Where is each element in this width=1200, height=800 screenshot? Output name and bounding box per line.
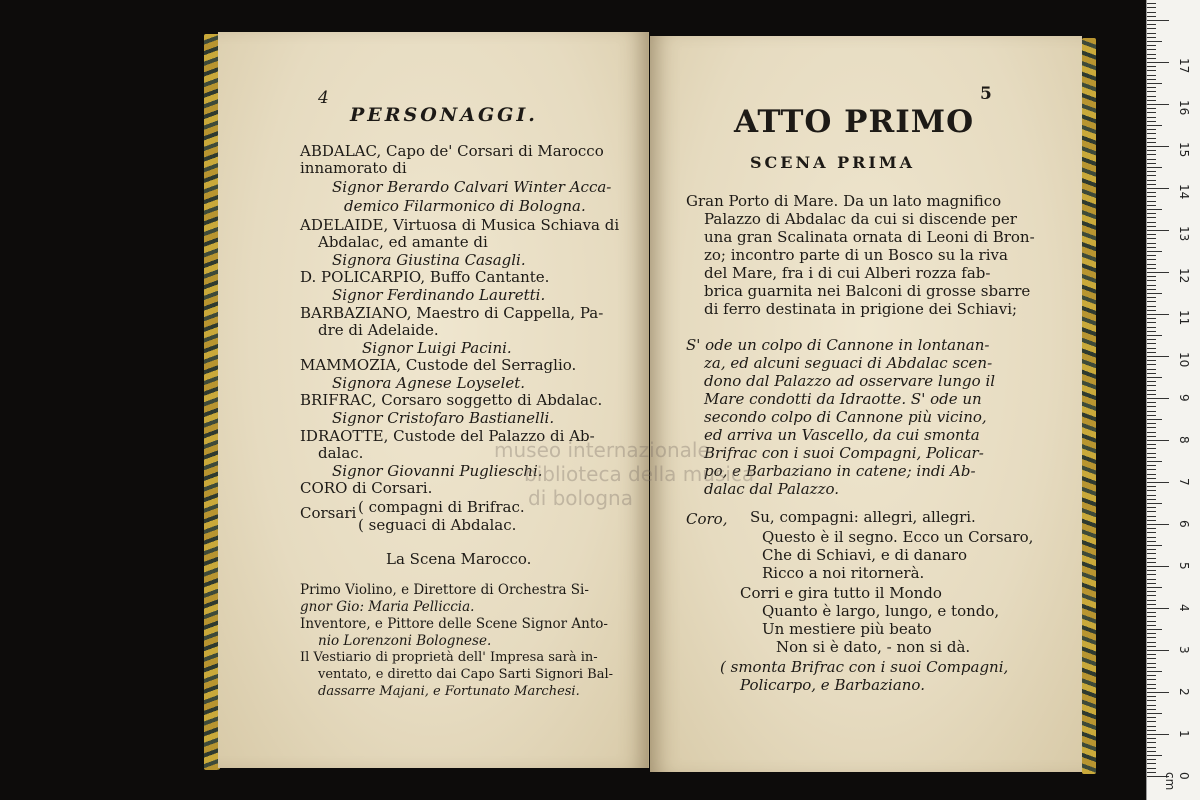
text-line: gnor Gio: Maria Pelliccia. <box>300 599 475 615</box>
ruler-tick <box>1147 184 1156 185</box>
ruler-label: 14 <box>1177 184 1191 200</box>
ruler-tick <box>1147 264 1156 265</box>
ruler-tick <box>1147 180 1156 181</box>
ruler-tick <box>1147 163 1156 164</box>
ruler-tick <box>1147 642 1156 643</box>
watermark-line: museo internazionale <box>494 438 710 462</box>
ruler-tick <box>1147 499 1156 500</box>
ruler-label: 10 <box>1177 352 1191 368</box>
ruler-tick <box>1147 440 1169 441</box>
text-line: Signor Luigi Pacini. <box>362 339 512 357</box>
ruler-tick <box>1147 646 1156 647</box>
ruler-tick <box>1147 159 1156 160</box>
text-line: BARBAZIANO, Maestro di Cappella, Pa- <box>300 304 604 322</box>
ruler-tick <box>1147 579 1156 580</box>
page-number: 4 <box>318 88 329 108</box>
ruler-tick <box>1147 255 1156 256</box>
ruler-tick <box>1147 238 1156 239</box>
ruler-label: 3 <box>1177 646 1191 654</box>
ruler-tick <box>1147 415 1156 416</box>
ruler-tick <box>1147 558 1156 559</box>
text-line: ventato, e diretto dai Capo Sarti Signori Bal- <box>318 667 613 682</box>
ruler-tick <box>1147 730 1156 731</box>
ruler-tick <box>1147 444 1156 445</box>
ruler-tick <box>1147 133 1156 134</box>
ruler-tick <box>1147 726 1156 727</box>
ruler-tick <box>1147 700 1156 701</box>
ruler-tick <box>1147 310 1156 311</box>
page-number: 5 <box>980 84 992 104</box>
ruler-tick <box>1147 453 1156 454</box>
ruler-tick <box>1147 121 1156 122</box>
ruler-tick <box>1147 75 1156 76</box>
text-line: ABDALAC, Capo de' Corsari di Marocco <box>300 142 604 160</box>
text-line: ADELAIDE, Virtuosa di Musica Schiava di <box>300 216 620 234</box>
text-line: Un mestiere più beato <box>762 620 932 638</box>
ruler-tick <box>1147 142 1156 143</box>
ruler-tick <box>1147 625 1156 626</box>
ruler-tick <box>1147 314 1169 315</box>
ruler-tick <box>1147 205 1156 206</box>
ruler-tick <box>1147 587 1162 588</box>
ruler-tick <box>1147 327 1156 328</box>
ruler-tick <box>1147 117 1156 118</box>
ruler-tick <box>1147 293 1162 294</box>
ruler-tick <box>1147 104 1169 105</box>
ruler-tick <box>1147 369 1156 370</box>
ruler-tick <box>1147 348 1156 349</box>
ruler-tick <box>1147 524 1169 525</box>
ruler-tick <box>1147 62 1169 63</box>
ruler-tick <box>1147 20 1169 21</box>
ruler-tick <box>1147 671 1162 672</box>
ruler-tick <box>1147 289 1156 290</box>
ruler-tick <box>1147 108 1156 109</box>
ruler-tick <box>1147 272 1169 273</box>
ruler-tick <box>1147 633 1156 634</box>
ruler-tick <box>1147 268 1156 269</box>
text-line: una gran Scalinata ornata di Leoni di Bron- <box>704 228 1035 246</box>
left-page <box>218 32 649 768</box>
text-line: CORO di Corsari. <box>300 479 433 497</box>
ruler-tick <box>1147 188 1169 189</box>
ruler-tick <box>1147 520 1156 521</box>
text-line: Che di Schiavi, e di danaro <box>762 546 967 564</box>
ruler-tick <box>1147 516 1156 517</box>
ruler-label: 9 <box>1177 394 1191 402</box>
ruler-tick <box>1147 612 1156 613</box>
ruler-tick <box>1147 411 1156 412</box>
text-line: IDRAOTTE, Custode del Palazzo di Ab- <box>300 427 595 445</box>
ruler-tick <box>1147 734 1169 735</box>
ruler-tick <box>1147 16 1156 17</box>
ruler-tick <box>1147 465 1156 466</box>
ruler-tick <box>1147 297 1156 298</box>
ruler-tick <box>1147 259 1156 260</box>
text-line: nio Lorenzoni Bolognese. <box>318 633 492 649</box>
text-line: Palazzo di Abdalac da cui si discende per <box>704 210 1017 228</box>
text-line: brica guarnita nei Balconi di grosse sbarre <box>704 282 1031 300</box>
ruler-tick <box>1147 738 1156 739</box>
text-line: Questo è il segno. Ecco un Corsaro, <box>762 528 1034 546</box>
text-line: Brifrac con i suoi Compagni, Policar- <box>704 444 984 462</box>
ruler-tick <box>1147 482 1169 483</box>
marbled-cover-right <box>1082 38 1096 774</box>
text-line: dalac dal Palazzo. <box>704 480 840 498</box>
ruler-label: 13 <box>1177 226 1191 242</box>
ruler-tick <box>1147 175 1156 176</box>
ruler-label: 17 <box>1177 58 1191 74</box>
ruler-tick <box>1147 461 1162 462</box>
ruler-tick <box>1147 772 1156 773</box>
ruler-label: 2 <box>1177 688 1191 696</box>
ruler-tick <box>1147 339 1156 340</box>
ruler-tick <box>1147 684 1156 685</box>
ruler-tick <box>1147 432 1156 433</box>
ruler-tick <box>1147 537 1156 538</box>
text-line: Gran Porto di Mare. Da un lato magnifico <box>686 192 1002 210</box>
ruler-tick <box>1147 490 1156 491</box>
ruler-tick <box>1147 528 1156 529</box>
ruler-tick <box>1147 469 1156 470</box>
ruler-tick <box>1147 352 1156 353</box>
ruler-tick <box>1147 377 1162 378</box>
speaker-label: Coro, <box>686 510 728 528</box>
ruler-tick <box>1147 675 1156 676</box>
ruler-tick <box>1147 129 1156 130</box>
ruler-tick <box>1147 398 1169 399</box>
text-line: demico Filarmonico di Bologna. <box>344 197 586 215</box>
ruler-tick <box>1147 318 1156 319</box>
text-line: Signora Agnese Loyselet. <box>332 374 526 392</box>
ruler-tick <box>1147 608 1169 609</box>
ruler-tick <box>1147 566 1169 567</box>
measurement-ruler <box>1146 0 1200 800</box>
text-line: Corri e gira tutto il Mondo <box>740 584 942 602</box>
ruler-label: 0 cm <box>1163 772 1191 791</box>
ruler-tick <box>1147 138 1156 139</box>
ruler-tick <box>1147 192 1156 193</box>
ruler-tick <box>1147 663 1156 664</box>
text-line: ( compagni di Brifrac. <box>358 498 525 516</box>
ruler-tick <box>1147 79 1156 80</box>
ruler-tick <box>1147 33 1156 34</box>
text-line: Corsari <box>300 504 357 522</box>
ruler-tick <box>1147 637 1156 638</box>
ruler-tick <box>1147 448 1156 449</box>
text-line: secondo colpo di Cannone più vicino, <box>704 408 987 426</box>
ruler-tick <box>1147 406 1156 407</box>
open-book <box>204 30 1096 774</box>
ruler-tick <box>1147 12 1156 13</box>
ruler-tick <box>1147 562 1156 563</box>
text-line: Inventore, e Pittore delle Scene Signor Anto- <box>300 616 608 632</box>
text-line: dalac. <box>318 444 364 462</box>
ruler-tick <box>1147 532 1156 533</box>
ruler-tick <box>1147 667 1156 668</box>
ruler-tick <box>1147 45 1156 46</box>
ruler-tick <box>1147 385 1156 386</box>
ruler-tick <box>1147 100 1156 101</box>
text-line: ( smonta Brifrac con i suoi Compagni, <box>720 658 1009 676</box>
text-line: S' ode un colpo di Cannone in lontanan- <box>686 336 990 354</box>
text-line: di ferro destinata in prigione dei Schiavi; <box>704 300 1018 318</box>
ruler-tick <box>1147 66 1156 67</box>
ruler-label: 12 <box>1177 268 1191 284</box>
text-line: La Scena Marocco. <box>386 550 532 568</box>
ruler-tick <box>1147 209 1162 210</box>
act-title: ATTO PRIMO <box>734 104 975 140</box>
ruler-tick <box>1147 37 1156 38</box>
ruler-tick <box>1147 226 1156 227</box>
ruler-tick <box>1147 759 1156 760</box>
ruler-tick <box>1147 474 1156 475</box>
ruler-tick <box>1147 150 1156 151</box>
ruler-tick <box>1147 705 1156 706</box>
text-line: za, ed alcuni seguaci di Abdalac scen- <box>704 354 993 372</box>
ruler-tick <box>1147 58 1156 59</box>
ruler-tick <box>1147 394 1156 395</box>
ruler-tick <box>1147 679 1156 680</box>
ruler-tick <box>1147 511 1156 512</box>
ruler-tick <box>1147 600 1156 601</box>
ruler-tick <box>1147 713 1162 714</box>
ruler-tick <box>1147 373 1156 374</box>
ruler-tick <box>1147 213 1156 214</box>
ruler-tick <box>1147 54 1156 55</box>
text-line: ed arriva un Vascello, da cui smonta <box>704 426 980 444</box>
ruler-label: 5 <box>1177 562 1191 570</box>
ruler-tick <box>1147 616 1156 617</box>
ruler-tick <box>1147 24 1156 25</box>
text-line: BRIFRAC, Corsaro soggetto di Abdalac. <box>300 391 603 409</box>
text-line: Signor Ferdinando Lauretti. <box>332 286 546 304</box>
ruler-tick <box>1147 234 1156 235</box>
ruler-tick <box>1147 41 1162 42</box>
text-line: dassarre Majani, e Fortunato Marchesi. <box>318 684 580 699</box>
ruler-tick <box>1147 763 1156 764</box>
ruler-tick <box>1147 574 1156 575</box>
ruler-tick <box>1147 545 1162 546</box>
ruler-tick <box>1147 721 1156 722</box>
ruler-tick <box>1147 83 1162 84</box>
ruler-tick <box>1147 507 1156 508</box>
ruler-tick <box>1147 201 1156 202</box>
ruler-tick <box>1147 154 1156 155</box>
ruler-tick <box>1147 171 1156 172</box>
text-line: zo; incontro parte di un Bosco su la riva <box>704 246 1008 264</box>
ruler-tick <box>1147 553 1156 554</box>
ruler-label: 16 <box>1177 100 1191 116</box>
ruler-tick <box>1147 251 1162 252</box>
text-line: del Mare, fra i di cui Alberi rozza fab- <box>704 264 991 282</box>
ruler-label: 15 <box>1177 142 1191 158</box>
ruler-tick <box>1147 747 1156 748</box>
ruler-tick <box>1147 591 1156 592</box>
ruler-tick <box>1147 91 1156 92</box>
ruler-tick <box>1147 402 1156 403</box>
text-line: Signor Cristofaro Bastianelli. <box>332 409 555 427</box>
ruler-tick <box>1147 360 1156 361</box>
text-line: Il Vestiario di proprietà dell' Impresa sarà in- <box>300 650 598 665</box>
ruler-tick <box>1147 230 1169 231</box>
ruler-tick <box>1147 549 1156 550</box>
ruler-tick <box>1147 196 1156 197</box>
ruler-label: 4 <box>1177 604 1191 612</box>
text-line: Quanto è largo, lungo, e tondo, <box>762 602 1000 620</box>
scene-title: SCENA PRIMA <box>750 153 916 172</box>
ruler-tick <box>1147 742 1156 743</box>
ruler-tick <box>1147 541 1156 542</box>
ruler-tick <box>1147 751 1156 752</box>
ruler-tick <box>1147 692 1169 693</box>
watermark-line: di bologna <box>528 486 633 510</box>
ruler-tick <box>1147 301 1156 302</box>
ruler-tick <box>1147 356 1169 357</box>
ruler-tick <box>1147 125 1162 126</box>
ruler-tick <box>1147 457 1156 458</box>
ruler-tick <box>1147 427 1156 428</box>
ruler-tick <box>1147 595 1156 596</box>
right-page <box>650 36 1082 772</box>
ruler-tick <box>1147 112 1156 113</box>
ruler-tick <box>1147 768 1156 769</box>
ruler-tick <box>1147 280 1156 281</box>
text-line: dre di Adelaide. <box>318 321 439 339</box>
ruler-label: 8 <box>1177 436 1191 444</box>
library-watermark <box>454 438 754 510</box>
ruler-tick <box>1147 335 1162 336</box>
ruler-tick <box>1147 688 1156 689</box>
text-line: ( seguaci di Abdalac. <box>358 516 517 534</box>
ruler-tick <box>1147 390 1156 391</box>
ruler-tick <box>1147 436 1156 437</box>
ruler-tick <box>1147 7 1156 8</box>
ruler-tick <box>1147 604 1156 605</box>
ruler-tick <box>1147 650 1169 651</box>
ruler-tick <box>1147 709 1156 710</box>
ruler-tick <box>1147 696 1156 697</box>
ruler-tick <box>1147 570 1156 571</box>
ruler-tick <box>1147 28 1156 29</box>
text-line: Non si è dato, - non si dà. <box>776 638 971 656</box>
ruler-tick <box>1147 343 1156 344</box>
ruler-tick <box>1147 70 1156 71</box>
ruler-tick <box>1147 381 1156 382</box>
ruler-tick <box>1147 621 1156 622</box>
ruler-tick <box>1147 285 1156 286</box>
ruler-tick <box>1147 49 1156 50</box>
ruler-tick <box>1147 583 1156 584</box>
ruler-tick <box>1147 478 1156 479</box>
watermark-line: biblioteca della musica <box>524 462 755 486</box>
ruler-tick <box>1147 243 1156 244</box>
ruler-tick <box>1147 87 1156 88</box>
text-line: D. POLICARPIO, Buffo Cantante. <box>300 268 550 286</box>
ruler-tick <box>1147 96 1156 97</box>
ruler-tick <box>1147 503 1162 504</box>
ruler-tick <box>1147 322 1156 323</box>
ruler-tick <box>1147 306 1156 307</box>
ruler-tick <box>1147 222 1156 223</box>
text-line: dono dal Palazzo ad osservare lungo il <box>704 372 996 390</box>
ruler-tick <box>1147 276 1156 277</box>
ruler-tick <box>1147 629 1162 630</box>
ruler-tick <box>1147 419 1162 420</box>
ruler-label: 11 <box>1177 310 1191 326</box>
ruler-tick <box>1147 331 1156 332</box>
ruler-tick <box>1147 364 1156 365</box>
ruler-tick <box>1147 146 1169 147</box>
ruler-label: 1 <box>1177 730 1191 738</box>
text-line: innamorato di <box>300 159 407 177</box>
ruler-tick <box>1147 755 1162 756</box>
ruler-tick <box>1147 3 1156 4</box>
ruler-tick <box>1147 495 1156 496</box>
ruler-tick <box>1147 167 1162 168</box>
ruler-tick <box>1147 423 1156 424</box>
text-line: Ricco a noi ritornerà. <box>762 564 925 582</box>
ruler-label: 7 <box>1177 478 1191 486</box>
text-line: Signora Giustina Casagli. <box>332 251 526 269</box>
text-line: MAMMOZIA, Custode del Serraglio. <box>300 356 577 374</box>
text-line: Primo Violino, e Direttore di Orchestra Si- <box>300 582 589 598</box>
ruler-tick <box>1147 247 1156 248</box>
ruler-tick <box>1147 654 1156 655</box>
text-line: po, e Barbaziano in catene; indi Ab- <box>704 462 976 480</box>
ruler-tick <box>1147 217 1156 218</box>
text-line: Abdalac, ed amante di <box>318 233 488 251</box>
text-line: Su, compagni: allegri, allegri. <box>750 508 976 526</box>
text-line: Mare condotti da Idraotte. S' ode un <box>704 390 982 408</box>
ruler-tick <box>1147 658 1156 659</box>
page-heading: PERSONAGGI. <box>350 104 538 126</box>
ruler-label: 6 <box>1177 520 1191 528</box>
ruler-tick <box>1147 717 1156 718</box>
ruler-tick <box>1147 486 1156 487</box>
text-line: Policarpo, e Barbaziano. <box>740 676 925 694</box>
text-line: Signor Berardo Calvari Winter Acca- <box>332 178 612 196</box>
text-line: Signor Giovanni Puglieschi. <box>332 462 543 480</box>
